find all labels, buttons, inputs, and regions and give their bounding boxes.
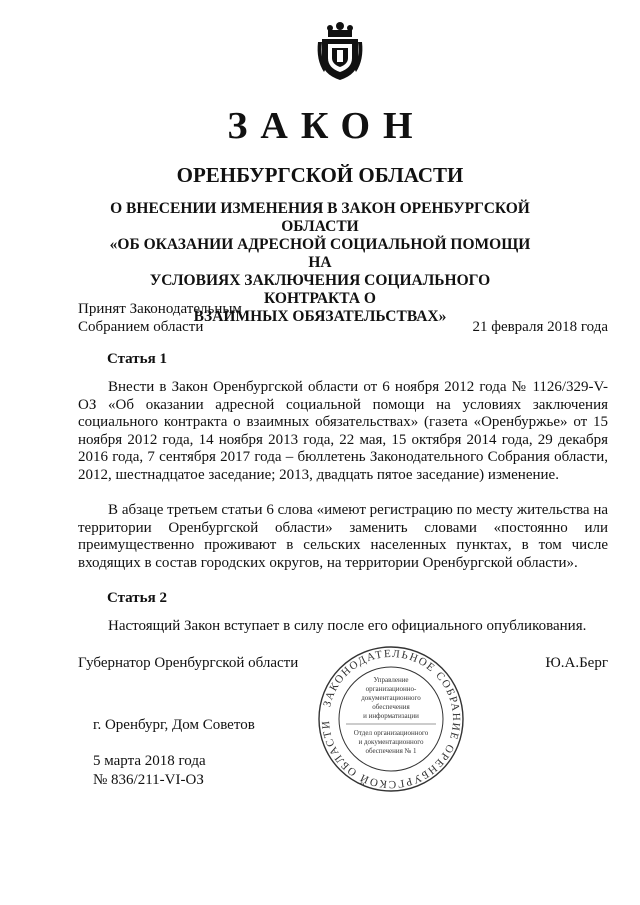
adopted-date: 21 февраля 2018 года	[472, 319, 608, 335]
article-1-heading: Статья 1	[107, 351, 167, 367]
law-number: № 836/211-VI-ОЗ	[93, 772, 204, 788]
subtitle-line: ВЗАИМНЫХ ОБЯЗАТЕЛЬСТВАХ»	[193, 308, 447, 325]
adopted-by	[78, 300, 242, 336]
article-2-heading: Статья 2	[107, 590, 167, 606]
stamp-line: Отдел организационного	[353, 729, 429, 737]
signer-name: Ю.А.Берг	[545, 655, 608, 671]
subtitle-line: УСЛОВИЯХ ЗАКЛЮЧЕНИЯ СОЦИАЛЬНОГО КОНТРАКТА О	[149, 272, 491, 307]
signing-details	[93, 752, 206, 790]
adopted-line: Собранием области	[78, 319, 204, 335]
stamp-outer-text: ЗАКОНОДАТЕЛЬНОЕ СОБРАНИЕ ОРЕНБУРГСКОЙ ОБЛАСТИ	[319, 647, 463, 791]
article-1-paragraph-2: В абзаце третьем статьи 6 слова «имеют регистрацию по месту жительства на территории Оренбургской области» заменить словами «постоянно или преимущественно проживают в сельских населенных пунктах, в том числе входящих в состав городских округов, на территории Оренбургской области».	[78, 502, 608, 571]
stamp-line: Управление	[373, 676, 409, 684]
subtitle-line: О ВНЕСЕНИИ ИЗМЕНЕНИЯ В ЗАКОН ОРЕНБУРГСКОЙ ОБЛАСТИ	[110, 200, 530, 235]
adopted-line: Принят Законодательным	[78, 301, 242, 317]
article-2-paragraph-1: Настоящий Закон вступает в силу после его официального опубликования.	[108, 618, 587, 634]
law-title: ЗАКОН	[227, 105, 426, 147]
region-title: ОРЕНБУРГСКОЙ ОБЛАСТИ	[176, 163, 464, 187]
stamp-line: документационного	[361, 694, 421, 702]
subtitle-line: «ОБ ОКАЗАНИИ АДРЕСНОЙ СОЦИАЛЬНОЙ ПОМОЩИ НА	[109, 236, 531, 271]
signer-title: Губернатор Оренбургской области	[78, 655, 299, 671]
stamp-line: организационно-	[365, 685, 417, 693]
official-stamp	[316, 644, 466, 794]
stamp-line: и информатизации	[363, 712, 419, 720]
article-1-paragraph-1: Внести в Закон Оренбургской области от 6 ноября 2012 года № 1126/329-V-ОЗ «Об оказании адресной социальной помощи на условиях заключения социального контракта о взаимных обязательствах» (газета «Оренбуржье» от 15 ноября 2012 года, 14 ноября 2013 года, 22 мая, 15 октября 2014 года, 29 декабря 2016 года, 7 сентября 2017 года – бюллетень Законодательного Собрания области, 2012, шестнадцатое заседание; 2013, двадцать пятое заседание) изменение.	[78, 379, 608, 483]
stamp-line: и документационного	[358, 738, 424, 746]
orenburg-coat-of-arms-icon	[316, 20, 364, 82]
stamp-line: обеспечения	[372, 703, 410, 711]
stamp-line: обеспечения № 1	[365, 747, 417, 755]
signing-place: г. Оренбург, Дом Советов	[93, 717, 255, 733]
signing-date: 5 марта 2018 года	[93, 753, 206, 769]
